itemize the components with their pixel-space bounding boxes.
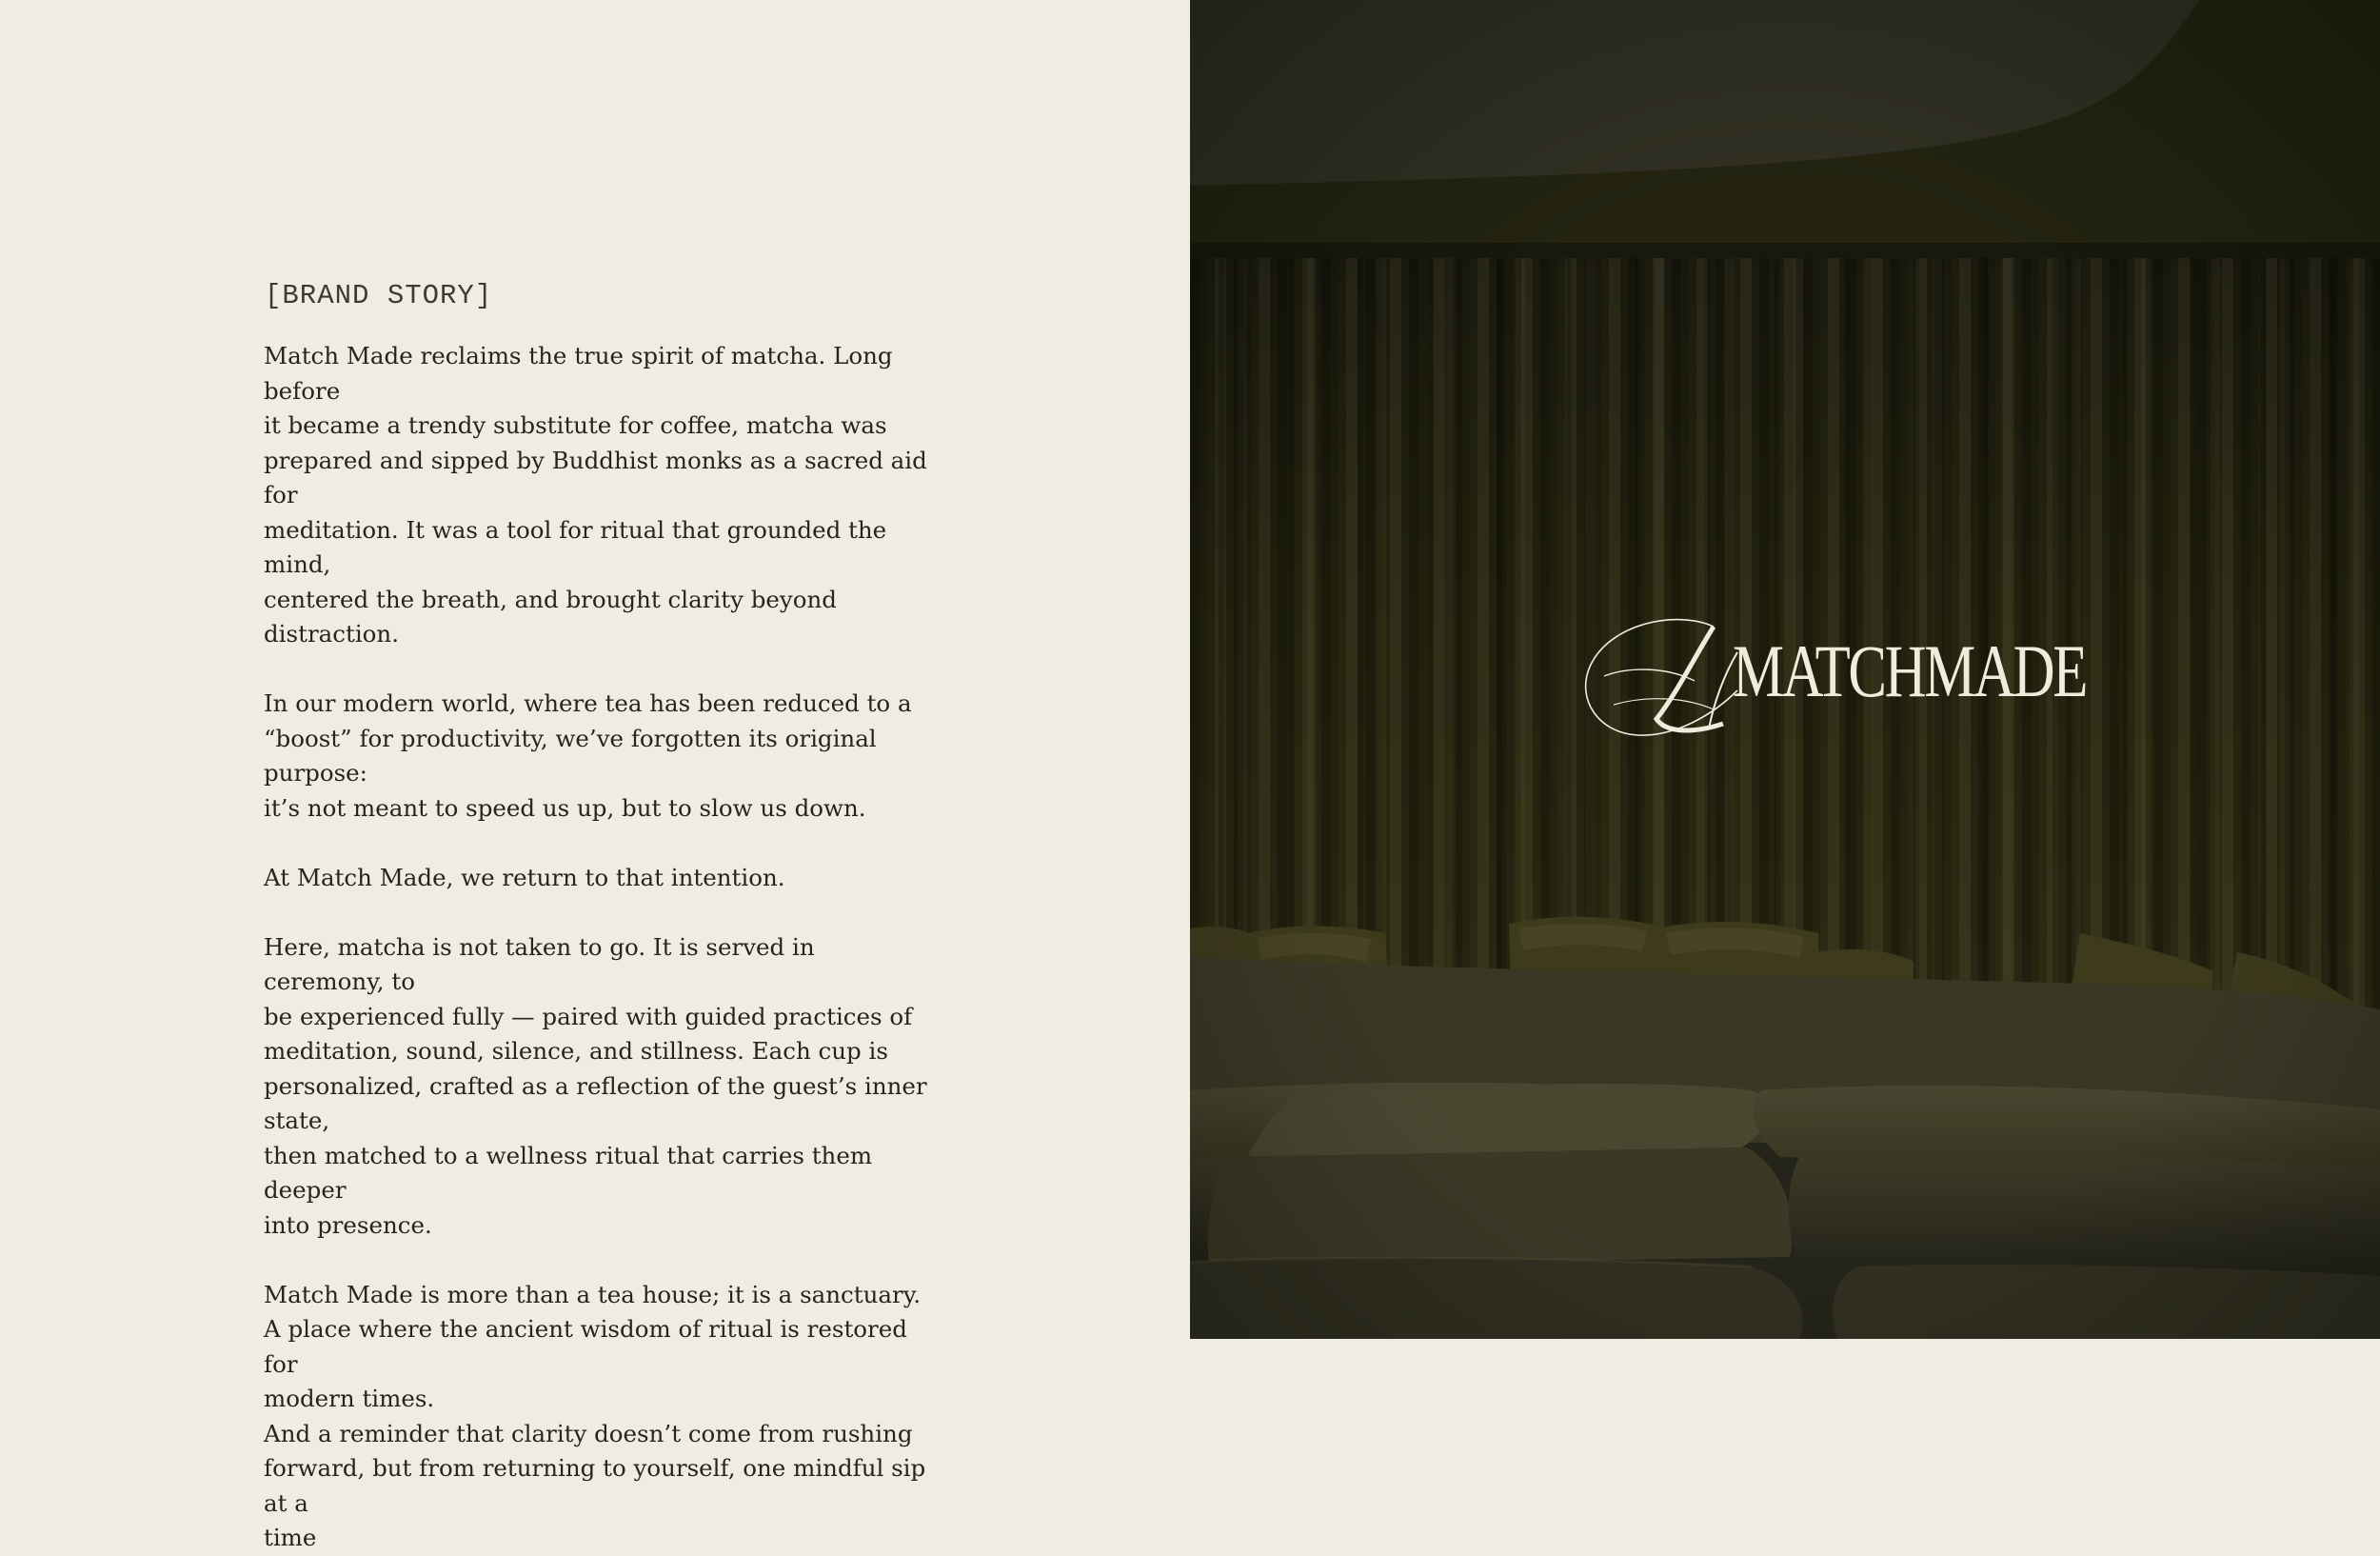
story-line: be experienced fully — paired with guided practices of bbox=[264, 1002, 913, 1030]
story-line: time bbox=[264, 1524, 317, 1551]
story-line: Match Made reclaims the true spirit of matcha. Long before bbox=[264, 342, 893, 405]
story-line: In our modern world, where tea has been reduced to a bbox=[264, 689, 912, 717]
story-paragraph bbox=[264, 861, 930, 896]
logo-wordmark: MATCHMADE bbox=[1733, 629, 2087, 712]
story-line: Match Made is more than a tea house; it is a sanctuary. bbox=[264, 1280, 922, 1308]
story-line: “boost” for productivity, we’ve forgotten its original purpose: bbox=[264, 724, 877, 787]
story-line: Here, matcha is not taken to go. It is served in ceremony, to bbox=[264, 932, 815, 995]
story-line: prepared and sipped by Buddhist monks as a sacred aid for bbox=[264, 446, 927, 509]
story-line: into presence. bbox=[264, 1210, 432, 1239]
story-paragraph bbox=[264, 339, 930, 652]
story-line: modern times. bbox=[264, 1385, 435, 1412]
story-line: meditation, sound, silence, and stillness. Each cup is bbox=[264, 1037, 888, 1065]
section-label: [BRAND STORY] bbox=[265, 280, 493, 311]
story-paragraph bbox=[264, 687, 930, 826]
story-line: forward, but from returning to yourself, one mindful sip at a bbox=[264, 1454, 926, 1517]
story-line: state, bbox=[264, 1107, 330, 1134]
story-line: And a reminder that clarity doesn’t come from rushing bbox=[264, 1419, 913, 1447]
story-line: A place where the ancient wisdom of ritual is restored for bbox=[264, 1315, 907, 1378]
story-line: personalized, crafted as a reflection of the guest’s inner bbox=[264, 1071, 927, 1100]
story-line: At Match Made, we return to that intention. bbox=[264, 863, 785, 891]
story-line: it became a trendy substitute for coffee, matcha was bbox=[264, 411, 887, 439]
story-paragraph bbox=[264, 1278, 930, 1556]
brand-story-text bbox=[264, 339, 930, 1556]
story-line: then matched to a wellness ritual that carries them deeper bbox=[264, 1141, 873, 1204]
matchmade-logo bbox=[1571, 600, 2087, 752]
story-paragraph bbox=[264, 930, 930, 1244]
brand-story-panel bbox=[0, 0, 1190, 1551]
story-line: it’s not meant to speed us up, but to slow us down. bbox=[264, 793, 866, 822]
story-line: centered the breath, and brought clarity beyond distraction. bbox=[264, 585, 837, 648]
story-line: meditation. It was a tool for ritual that grounded the mind, bbox=[264, 515, 887, 578]
